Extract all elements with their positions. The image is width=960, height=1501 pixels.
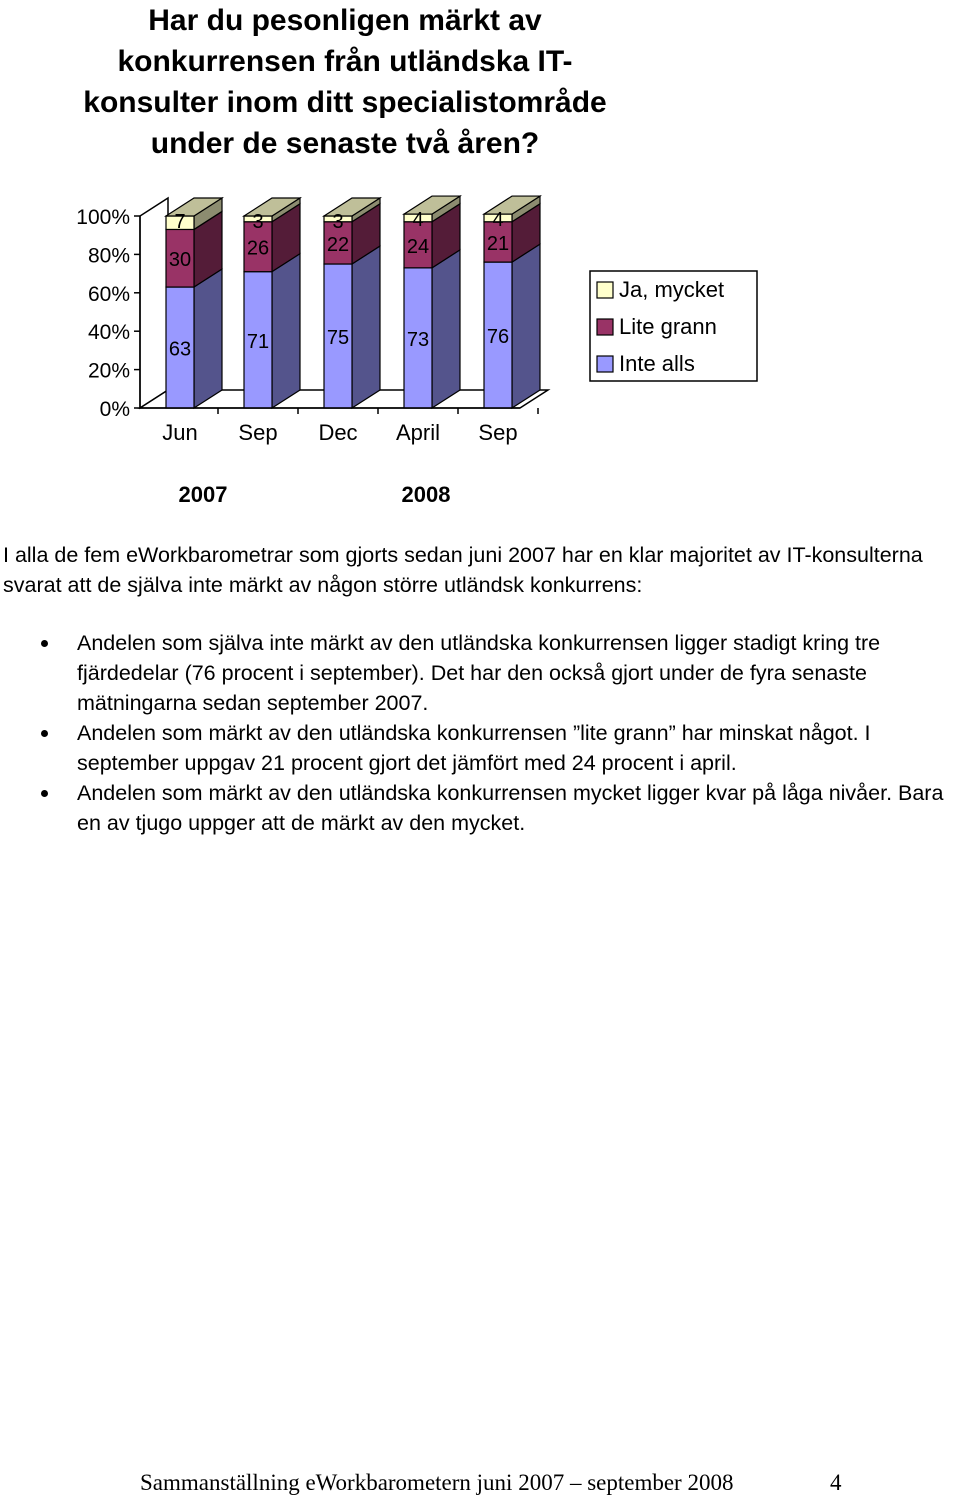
bullet-list [0, 628, 960, 838]
bullet-text: Andelen som märkt av den utländska konkurrensen mycket ligger kvar på låga nivåer. Bara en av tjugo uppger att de märkt av den mycket. [77, 781, 944, 835]
bullet-icon [41, 730, 48, 737]
y-tick-label: 100% [76, 206, 130, 229]
side-wall [140, 198, 168, 408]
data-label: 4 [412, 209, 424, 232]
data-label: 4 [492, 209, 504, 232]
page-number: 4 [830, 1470, 842, 1495]
bullet-icon [41, 790, 48, 797]
year-label: 2007 [178, 482, 228, 507]
data-label: 3 [332, 211, 344, 233]
legend-label: Ja, mycket [619, 277, 725, 302]
data-label: 24 [406, 235, 430, 258]
bullet-text: Andelen som märkt av den utländska konkurrensen ”lite grann” har minskat något. I september uppgav 21 procent gjort det jämfört med 24 procent i april. [77, 721, 871, 775]
intro-paragraph: I alla de fem eWorkbarometrar som gjorts sedan juni 2007 har en klar majoritet av IT-konsulterna svarat att de själva inte märkt av någon större utländsk konkurrens: [3, 543, 923, 597]
legend-swatch [597, 356, 613, 372]
legend-swatch [597, 282, 613, 298]
legend-label: Lite grann [619, 314, 717, 339]
y-tick-label: 40% [87, 321, 130, 345]
year-label: 2008 [401, 482, 451, 507]
page-footer: Sammanställning eWorkbarometern juni 2007 – september 2008 [140, 1470, 734, 1495]
y-tick-label: 20% [87, 359, 130, 383]
bar-side [272, 254, 300, 408]
x-tick-label: Sep [478, 420, 518, 445]
data-label: 21 [486, 232, 510, 255]
data-label: 7 [174, 211, 186, 233]
x-tick-label: April [395, 420, 441, 445]
legend-swatch [597, 319, 613, 335]
data-label: 76 [486, 326, 510, 349]
bullet-icon [41, 640, 48, 647]
data-label: 30 [168, 249, 192, 272]
bullet-item [0, 778, 960, 838]
bullet-item [0, 628, 960, 718]
bar-side [512, 244, 540, 408]
x-tick-label: Jun [162, 420, 198, 445]
y-tick-label: 0% [99, 398, 130, 421]
legend-label: Inte alls [619, 351, 695, 376]
x-tick-label: Sep [238, 420, 278, 445]
data-label: 22 [326, 233, 350, 256]
bullet-text: Andelen som själva inte märkt av den utländska konkurrensen ligger stadigt kring tre fjärdedelar (76 procent i september). Det har den också gjort under de fyra senaste mätningarna sedan september 2007. [77, 631, 881, 715]
bar-side [352, 246, 380, 408]
data-label: 3 [252, 211, 264, 233]
y-tick-label: 60% [87, 282, 130, 306]
data-label: 71 [246, 330, 270, 353]
data-label: 63 [168, 338, 192, 361]
bullet-item [0, 718, 960, 778]
bar-side [194, 269, 222, 408]
y-tick-label: 80% [87, 244, 130, 268]
stacked-bar-chart [0, 190, 960, 530]
bar-side [432, 250, 460, 408]
chart-title: Har du pesonligen märkt av konkurrensen från utländska IT-konsulter inom ditt specialistområde under de senaste två åren? [83, 4, 607, 160]
data-label: 73 [406, 328, 430, 351]
x-tick-label: Dec [318, 420, 358, 445]
data-label: 26 [246, 237, 270, 260]
data-label: 75 [326, 327, 350, 349]
